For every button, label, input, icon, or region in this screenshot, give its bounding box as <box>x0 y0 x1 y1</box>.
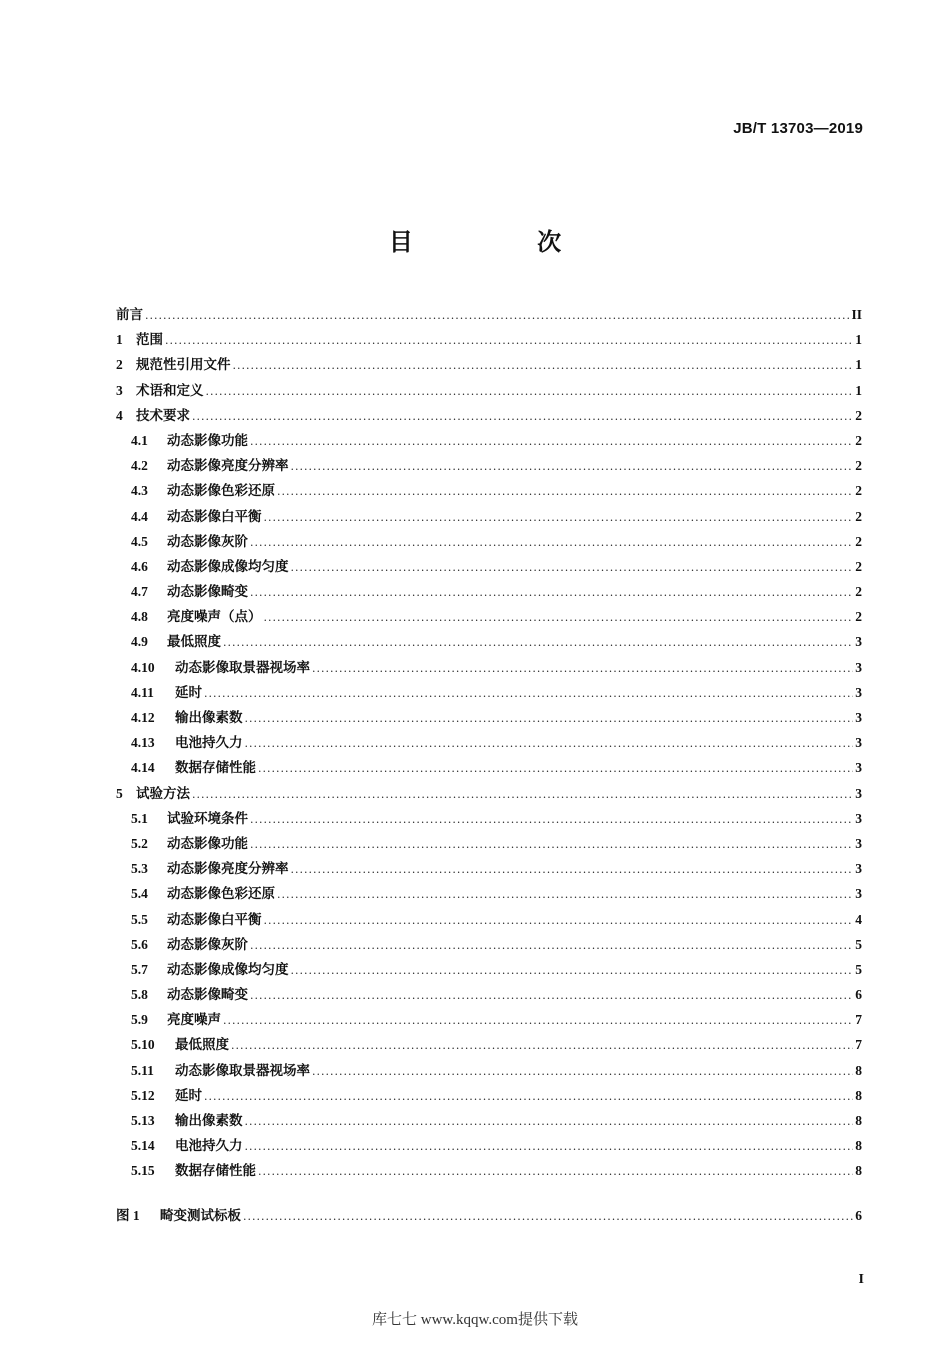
toc-entry[interactable] <box>116 327 862 352</box>
dot-leader <box>223 1008 853 1033</box>
toc-entry-label: 动态影像畸变 <box>167 584 248 601</box>
toc-entry-page: 3 <box>855 659 862 675</box>
toc-entry[interactable] <box>116 932 862 957</box>
toc-entry[interactable] <box>116 378 862 403</box>
toc-entry-number: 5.2 <box>131 835 148 851</box>
dot-leader <box>277 882 853 907</box>
toc-entry[interactable] <box>116 352 862 377</box>
toc-entry-label: 动态影像功能 <box>167 835 248 852</box>
toc-entry-page: 2 <box>855 483 862 499</box>
toc-entry-label: 动态影像灰阶 <box>167 533 248 550</box>
toc-entry-page: 6 <box>855 1208 862 1223</box>
toc-entry[interactable] <box>116 1083 862 1108</box>
toc-entry-number: 3 <box>116 382 123 398</box>
toc-entry-number: 5.12 <box>131 1087 155 1103</box>
toc-entry-number: 4.14 <box>131 760 155 776</box>
toc-entry[interactable] <box>116 453 862 478</box>
toc-entry-label: 术语和定义 <box>136 382 204 399</box>
dot-leader <box>291 454 854 479</box>
toc-entry-number: 5.14 <box>131 1138 155 1154</box>
toc-entry-label: 输出像素数 <box>175 1113 243 1129</box>
dot-leader <box>264 505 854 530</box>
toc-entry[interactable] <box>116 705 862 730</box>
dot-leader <box>233 353 854 378</box>
toc-entry-page: 3 <box>855 785 862 801</box>
toc-entry[interactable] <box>116 982 862 1007</box>
toc-entry[interactable] <box>116 1058 862 1083</box>
toc-entry-number: 5.3 <box>131 861 148 877</box>
dot-leader <box>243 1204 853 1229</box>
toc-entry-label: 前言 <box>116 307 143 323</box>
toc-entry-label: 动态影像成像均匀度 <box>167 961 289 978</box>
toc-entry-page: 3 <box>855 886 862 902</box>
toc-entry-label: 亮度噪声（点） <box>167 609 262 626</box>
dot-leader <box>245 1109 854 1134</box>
toc-entry-number: 5.5 <box>131 911 148 927</box>
toc-entry-page: 2 <box>855 407 862 423</box>
toc-entry-page: 2 <box>855 432 862 448</box>
toc-entry-label: 动态影像白平衡 <box>167 911 262 928</box>
toc-entry-page: II <box>851 307 862 322</box>
toc-entry-label: 数据存储性能 <box>175 760 256 777</box>
dot-leader <box>204 1084 853 1109</box>
toc-entry-number: 4.13 <box>131 735 155 751</box>
page-title: 目 次 <box>388 227 620 256</box>
toc-entry-page: 8 <box>855 1087 862 1103</box>
toc-entry-page: 7 <box>855 1012 862 1028</box>
toc-entry[interactable] <box>116 403 862 428</box>
dot-leader <box>291 857 854 882</box>
toc-entry-label: 输出像素数 <box>175 710 243 726</box>
toc-entry-label: 技术要求 <box>136 407 190 424</box>
toc-entry-page: 2 <box>855 584 862 600</box>
toc-entry[interactable] <box>116 478 862 503</box>
toc-entry-label: 最低照度 <box>167 634 221 651</box>
toc-entry-number: 1 <box>116 332 123 348</box>
toc-entry-page: 3 <box>855 760 862 776</box>
dot-leader <box>245 706 854 731</box>
toc-entry[interactable] <box>116 1007 862 1032</box>
dot-leader <box>165 328 853 353</box>
toc-entry-page: 3 <box>855 861 862 877</box>
toc-entry-page: 4 <box>855 911 862 927</box>
toc-entry-number: 4.12 <box>131 710 155 725</box>
toc-entry-label: 动态影像色彩还原 <box>167 483 275 500</box>
toc-entry-page: 1 <box>855 357 862 373</box>
toc-entry-label: 动态影像功能 <box>167 432 248 449</box>
toc-entry[interactable] <box>116 856 862 881</box>
dot-leader <box>250 983 853 1008</box>
toc-entry-label: 动态影像色彩还原 <box>167 886 275 903</box>
toc-entry-page: 2 <box>855 558 862 574</box>
toc-entry[interactable] <box>116 1133 862 1158</box>
toc-entry-number: 4.9 <box>131 634 148 650</box>
toc-entry-number: 4.5 <box>131 533 148 549</box>
dot-leader <box>258 756 853 781</box>
toc-entry-number: 4.7 <box>131 584 148 600</box>
dot-leader <box>206 379 854 404</box>
toc-entry-page: 3 <box>855 835 862 851</box>
toc-entry-page: 1 <box>855 332 862 348</box>
toc-entry-page: 1 <box>855 382 862 398</box>
toc-entry[interactable] <box>116 1108 862 1133</box>
toc-entry-page: 3 <box>855 710 862 725</box>
toc-entry-label: 亮度噪声 <box>167 1012 221 1029</box>
toc-entry-label: 动态影像亮度分辨率 <box>167 861 289 878</box>
toc-entry[interactable] <box>116 629 862 654</box>
toc-entry-page: 2 <box>855 458 862 474</box>
toc-entry[interactable] <box>116 831 862 856</box>
toc-entry-number: 5.1 <box>131 810 148 826</box>
toc-entry-page: 3 <box>855 810 862 826</box>
toc-entry-page: 2 <box>855 609 862 625</box>
dot-leader <box>250 832 853 857</box>
toc-entry[interactable] <box>116 806 862 831</box>
toc-entry-number: 5.6 <box>131 936 148 952</box>
toc-entry-page: 8 <box>855 1163 862 1179</box>
dot-leader <box>192 782 853 807</box>
toc-entry-page: 5 <box>855 961 862 977</box>
dot-leader <box>250 933 853 958</box>
toc-entry-page: 2 <box>855 533 862 549</box>
toc-entry-number: 4 <box>116 407 123 423</box>
toc-entry[interactable] <box>116 655 862 680</box>
toc-entry[interactable] <box>116 1203 862 1228</box>
toc-entry-label: 动态影像亮度分辨率 <box>167 458 289 475</box>
toc-entry-number: 5.15 <box>131 1163 155 1179</box>
toc-entry[interactable] <box>116 907 862 932</box>
toc-entry-label: 动态影像灰阶 <box>167 936 248 953</box>
toc-entry-label: 畸变测试标板 <box>160 1208 241 1224</box>
toc-entry-number: 4.8 <box>131 609 148 625</box>
toc-entry-label: 动态影像取景器视场率 <box>175 1062 310 1079</box>
toc-entry-label: 动态影像白平衡 <box>167 508 262 525</box>
toc-entry-number: 4.10 <box>131 659 155 675</box>
toc-entry-page: 3 <box>855 634 862 650</box>
dot-leader <box>291 555 854 580</box>
dot-leader <box>204 681 853 706</box>
toc-entry-number: 5 <box>116 785 123 801</box>
toc-entry-number: 2 <box>116 357 123 373</box>
toc-entry-number: 4.4 <box>131 508 148 524</box>
toc-entry-page: 3 <box>855 735 862 751</box>
toc-entry-number: 5.10 <box>131 1037 155 1053</box>
toc-entry[interactable] <box>116 529 862 554</box>
toc-entry[interactable] <box>116 881 862 906</box>
toc-entry-page: 7 <box>855 1037 862 1053</box>
dot-leader <box>258 1159 853 1184</box>
toc-entry-page: 8 <box>855 1138 862 1154</box>
dot-leader <box>245 1134 854 1159</box>
toc-entry[interactable] <box>116 730 862 755</box>
toc-entry[interactable] <box>116 680 862 705</box>
toc-entry-number: 4.1 <box>131 432 148 448</box>
toc-entry-label: 电池持久力 <box>175 735 243 752</box>
toc-entry[interactable] <box>116 755 862 780</box>
toc-entry-page: 3 <box>855 684 862 700</box>
dot-leader <box>250 807 853 832</box>
toc-entry[interactable] <box>116 957 862 982</box>
table-of-contents <box>116 302 862 1184</box>
toc-entry-page: 8 <box>855 1062 862 1078</box>
dot-leader <box>264 605 854 630</box>
toc-entry-label: 规范性引用文件 <box>136 357 231 374</box>
dot-leader <box>291 958 854 983</box>
toc-entry-number: 5.7 <box>131 961 148 977</box>
toc-entry-number: 4.6 <box>131 558 148 574</box>
toc-entry-number: 4.2 <box>131 458 148 474</box>
toc-entry-page: 5 <box>855 936 862 952</box>
dot-leader <box>245 731 854 756</box>
toc-entry-page: 6 <box>855 987 862 1003</box>
toc-entry[interactable] <box>116 504 862 529</box>
dot-leader <box>312 656 853 681</box>
dot-leader <box>250 429 853 454</box>
toc-entry-label: 试验方法 <box>136 785 190 802</box>
footer-watermark: 库七七 www.kqqw.com提供下载 <box>372 1312 578 1328</box>
toc-entry-page: 8 <box>855 1113 862 1128</box>
dot-leader <box>231 1033 853 1058</box>
toc-entry[interactable] <box>116 302 862 327</box>
dot-leader <box>250 580 853 605</box>
toc-entry-label: 动态影像畸变 <box>167 987 248 1004</box>
toc-entry-label: 范围 <box>136 332 163 349</box>
toc-entry[interactable] <box>116 1032 862 1057</box>
standard-code: JB/T 13703—2019 <box>733 120 863 137</box>
toc-entry-label: 动态影像取景器视场率 <box>175 659 310 676</box>
toc-entry-label: 数据存储性能 <box>175 1163 256 1180</box>
toc-entry[interactable] <box>116 604 862 629</box>
toc-entry-number: 4.11 <box>131 684 154 700</box>
toc-entry[interactable] <box>116 781 862 806</box>
dot-leader <box>312 1059 853 1084</box>
page-number: I <box>858 1272 864 1287</box>
toc-entry-number: 5.4 <box>131 886 148 902</box>
dot-leader <box>223 630 853 655</box>
toc-entry[interactable] <box>116 579 862 604</box>
toc-entry-label: 动态影像成像均匀度 <box>167 558 289 575</box>
toc-entry-label: 试验环境条件 <box>167 810 248 827</box>
toc-entry-label: 电池持久力 <box>175 1138 243 1155</box>
toc-entry-number: 5.9 <box>131 1012 148 1028</box>
toc-entry-label: 延时 <box>175 684 202 701</box>
toc-entry-label: 延时 <box>175 1087 202 1104</box>
toc-entry-number: 图 1 <box>116 1208 140 1223</box>
dot-leader <box>250 530 853 555</box>
toc-entry[interactable] <box>116 1158 862 1183</box>
toc-entry-number: 5.13 <box>131 1113 155 1128</box>
figure-list <box>116 1203 862 1228</box>
dot-leader <box>264 908 854 933</box>
toc-entry-label: 最低照度 <box>175 1037 229 1054</box>
toc-entry[interactable] <box>116 554 862 579</box>
toc-entry-number: 4.3 <box>131 483 148 499</box>
dot-leader <box>277 479 853 504</box>
dot-leader <box>145 303 849 328</box>
toc-entry-number: 5.8 <box>131 987 148 1003</box>
toc-entry[interactable] <box>116 428 862 453</box>
toc-entry-page: 2 <box>855 508 862 524</box>
toc-entry-number: 5.11 <box>131 1062 154 1078</box>
dot-leader <box>192 404 853 429</box>
